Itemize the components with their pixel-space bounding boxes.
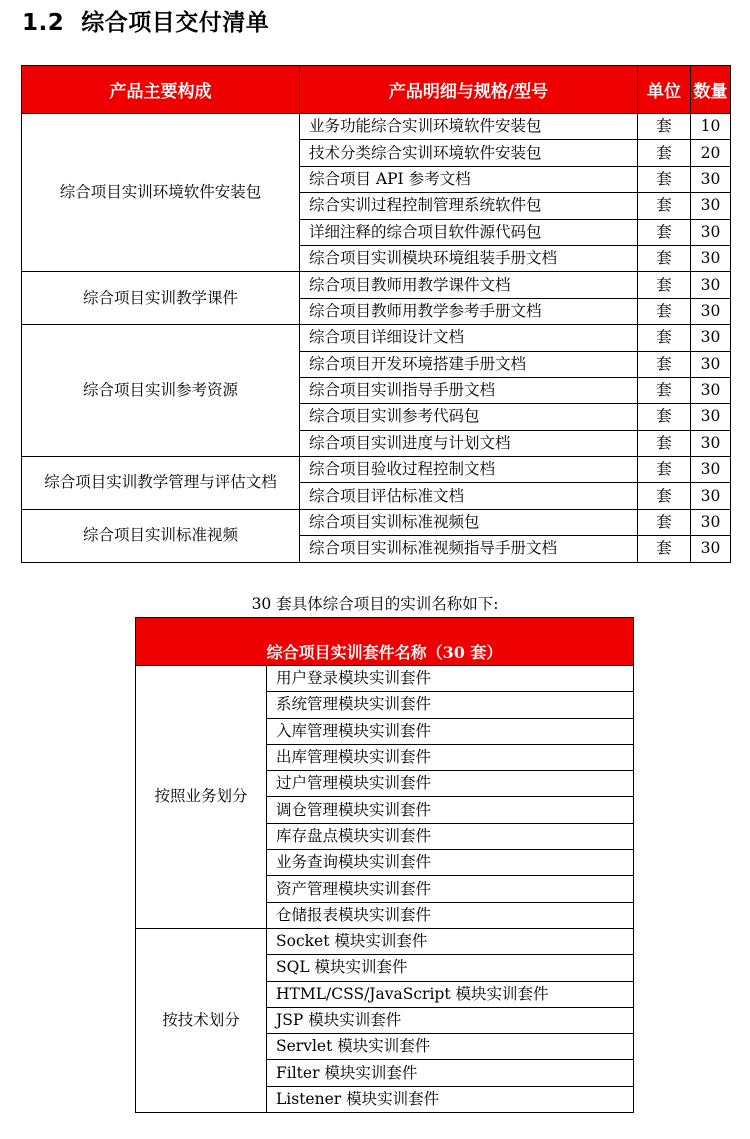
group-name: 综合项目实训环境软件安装包 [22, 114, 300, 272]
col-header-unit: 单位 [638, 66, 691, 114]
kit-name: 业务查询模块实训套件 [267, 850, 634, 876]
kit-name: 调仓管理模块实训套件 [267, 797, 634, 823]
item-spec: 综合项目实训参考代码包 [300, 404, 638, 430]
table-row [22, 272, 731, 298]
section-number: 1.2 [22, 10, 65, 36]
item-spec: 综合项目教师用教学课件文档 [300, 272, 638, 298]
item-qty: 30 [691, 404, 731, 430]
group-name: 综合项目实训教学课件 [22, 272, 300, 325]
item-unit: 套 [638, 430, 691, 456]
item-qty: 30 [691, 166, 731, 192]
item-qty: 30 [691, 193, 731, 219]
kit-name: 出库管理模块实训套件 [267, 744, 634, 770]
section-heading [22, 4, 269, 37]
table-header-row [136, 618, 634, 666]
category-name: 按技术划分 [136, 928, 267, 1112]
item-qty: 30 [691, 457, 731, 483]
item-qty: 30 [691, 509, 731, 535]
item-spec: 综合项目教师用教学参考手册文档 [300, 298, 638, 324]
kit-table-header: 综合项目实训套件名称（30 套） [136, 618, 634, 666]
item-qty: 30 [691, 377, 731, 403]
table-header-row [22, 66, 731, 114]
kit-name: Listener 模块实训套件 [267, 1086, 634, 1112]
item-qty: 30 [691, 483, 731, 509]
section-title: 综合项目交付清单 [81, 10, 270, 36]
delivery-list-table [21, 65, 731, 563]
kit-name: 过户管理模块实训套件 [267, 771, 634, 797]
kit-name: JSP 模块实训套件 [267, 1007, 634, 1033]
table-row [22, 509, 731, 535]
item-qty: 30 [691, 351, 731, 377]
item-spec: 综合项目实训模块环境组装手册文档 [300, 245, 638, 271]
item-unit: 套 [638, 219, 691, 245]
table-row [22, 457, 731, 483]
col-header-qty: 数量 [691, 66, 731, 114]
item-spec: 技术分类综合实训环境软件安装包 [300, 140, 638, 166]
item-qty: 30 [691, 219, 731, 245]
item-spec: 综合项目实训标准视频指导手册文档 [300, 536, 638, 562]
table-row [22, 114, 731, 140]
kit-name: 入库管理模块实训套件 [267, 718, 634, 744]
item-unit: 套 [638, 114, 691, 140]
caption: 30 套具体综合项目的实训名称如下: [251, 595, 499, 613]
table-row [22, 325, 731, 351]
col-header-component: 产品主要构成 [22, 66, 300, 114]
item-spec: 综合项目实训指导手册文档 [300, 377, 638, 403]
kit-name: 库存盘点模块实训套件 [267, 823, 634, 849]
item-qty: 30 [691, 298, 731, 324]
group-name: 综合项目实训标准视频 [22, 509, 300, 562]
item-unit: 套 [638, 509, 691, 535]
item-unit: 套 [638, 166, 691, 192]
item-spec: 综合项目实训标准视频包 [300, 509, 638, 535]
item-unit: 套 [638, 404, 691, 430]
item-unit: 套 [638, 457, 691, 483]
training-kit-table [135, 617, 634, 1113]
kit-name: SQL 模块实训套件 [267, 955, 634, 981]
item-spec: 综合项目实训进度与计划文档 [300, 430, 638, 456]
item-spec: 综合项目详细设计文档 [300, 325, 638, 351]
item-unit: 套 [638, 245, 691, 271]
item-spec: 详细注释的综合项目软件源代码包 [300, 219, 638, 245]
table-row [136, 666, 634, 692]
table-row [136, 928, 634, 954]
item-unit: 套 [638, 298, 691, 324]
item-qty: 20 [691, 140, 731, 166]
item-spec: 综合项目开发环境搭建手册文档 [300, 351, 638, 377]
kit-name: 资产管理模块实训套件 [267, 876, 634, 902]
item-spec: 业务功能综合实训环境软件安装包 [300, 114, 638, 140]
item-qty: 30 [691, 272, 731, 298]
item-qty: 10 [691, 114, 731, 140]
col-header-spec: 产品明细与规格/型号 [300, 66, 638, 114]
item-unit: 套 [638, 483, 691, 509]
item-qty: 30 [691, 430, 731, 456]
item-unit: 套 [638, 272, 691, 298]
kit-name: 仓储报表模块实训套件 [267, 902, 634, 928]
item-unit: 套 [638, 377, 691, 403]
group-name: 综合项目实训参考资源 [22, 325, 300, 457]
kit-name: Filter 模块实训套件 [267, 1060, 634, 1086]
item-unit: 套 [638, 140, 691, 166]
item-spec: 综合项目 API 参考文档 [300, 166, 638, 192]
item-spec: 综合项目验收过程控制文档 [300, 457, 638, 483]
kit-name: HTML/CSS/JavaScript 模块实训套件 [267, 981, 634, 1007]
item-unit: 套 [638, 536, 691, 562]
item-spec: 综合实训过程控制管理系统软件包 [300, 193, 638, 219]
item-qty: 30 [691, 325, 731, 351]
kit-name: 系统管理模块实训套件 [267, 692, 634, 718]
item-unit: 套 [638, 351, 691, 377]
item-unit: 套 [638, 325, 691, 351]
item-unit: 套 [638, 193, 691, 219]
item-qty: 30 [691, 245, 731, 271]
item-qty: 30 [691, 536, 731, 562]
item-spec: 综合项目评估标准文档 [300, 483, 638, 509]
group-name: 综合项目实训教学管理与评估文档 [22, 457, 300, 510]
kit-name: Servlet 模块实训套件 [267, 1034, 634, 1060]
category-name: 按照业务划分 [136, 666, 267, 929]
kit-name: 用户登录模块实训套件 [267, 666, 634, 692]
kit-name: Socket 模块实训套件 [267, 928, 634, 954]
